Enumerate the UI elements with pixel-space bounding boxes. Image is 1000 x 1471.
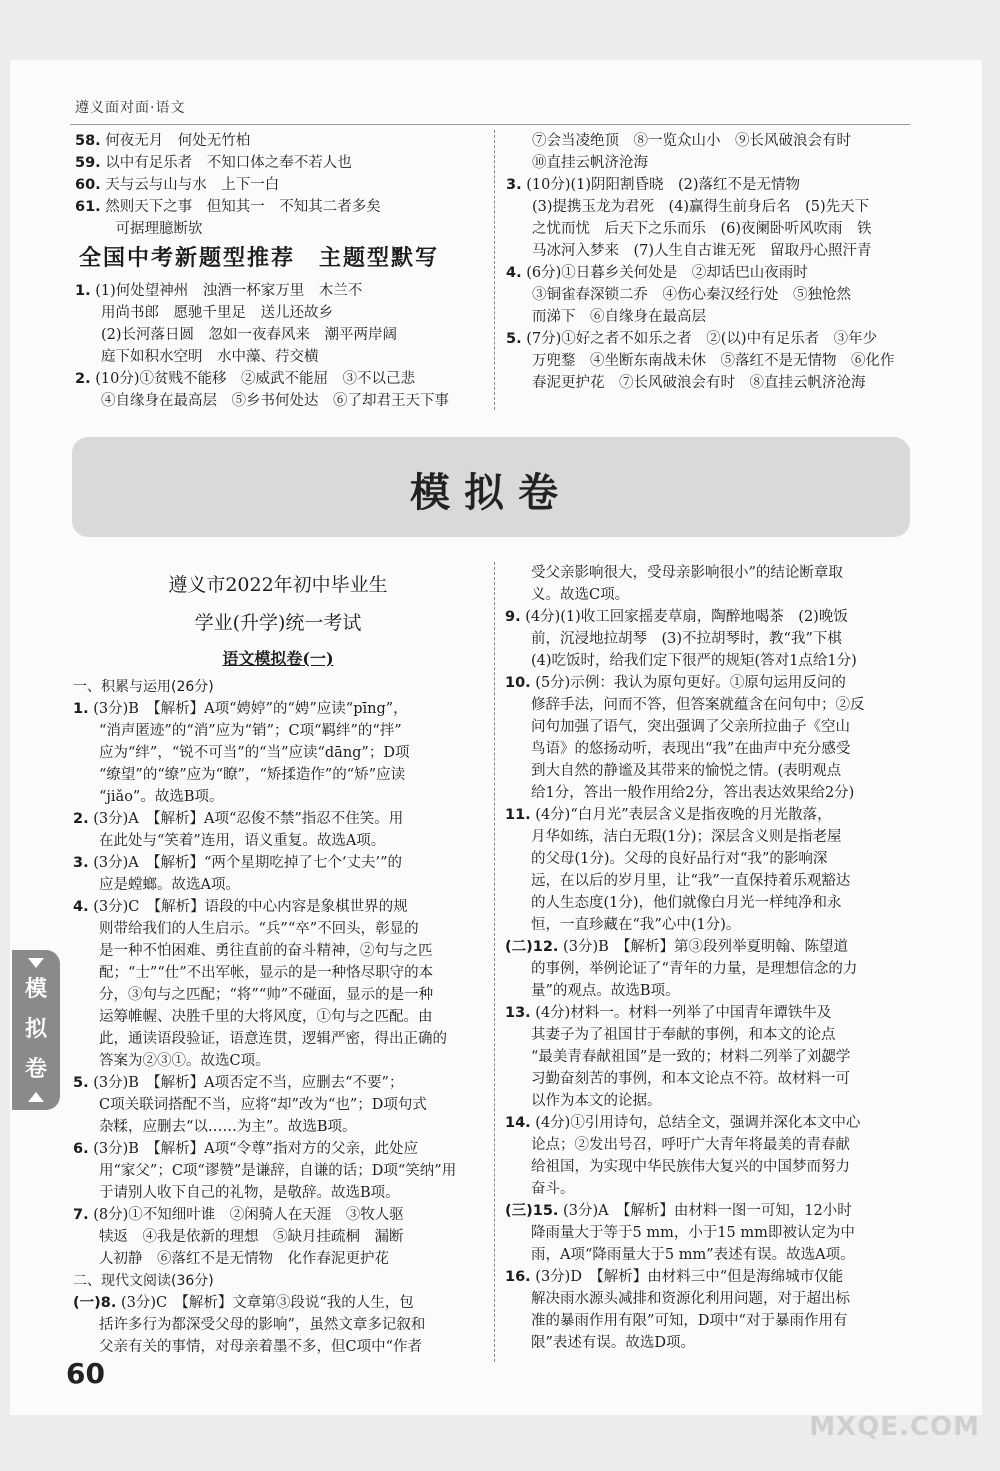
exam-title-line-1: 遵义市2022年初中毕业生 (168, 574, 388, 596)
line-text: (1)何处望神州 浊酒一杯家万里 木兰不 (90, 283, 363, 299)
line-text: 应是螳螂。故选A项。 (99, 877, 240, 893)
answer-line (505, 1002, 907, 1024)
answer-line (505, 1288, 907, 1310)
line-text: (3分)A 【解析】“两个星期吃掉了七个‘丈夫’”的 (88, 855, 403, 871)
answer-line (73, 808, 483, 830)
item-number: 3. (73, 855, 89, 871)
answer-line (506, 372, 906, 394)
answer-line (73, 1028, 483, 1050)
answer-line (73, 874, 483, 896)
line-text: (4分)①引用诗句，总结全文，强调并深化本文中心 (530, 1115, 861, 1131)
answer-line (505, 1222, 907, 1244)
line-text: 的人生态度(1分)，他们就像白月光一样纯净和永 (531, 895, 842, 911)
answers-1-7 (73, 698, 483, 1270)
answer-line (73, 1138, 483, 1160)
answer-line (73, 1094, 483, 1116)
line-text: 恒，一直珍藏在“我”心中(1分)。 (531, 917, 741, 933)
line-text: 马冰河入梦来 (7)人生自古谁无死 留取丹心照汗青 (532, 243, 872, 259)
side-tab-char: 卷 (24, 1057, 47, 1082)
answer-line (506, 130, 906, 152)
section-banner (72, 437, 910, 537)
line-text: ⑦会当凌绝顶 ⑧一览众山小 ⑨长风破浪会有时 (532, 133, 851, 149)
answer-line (73, 786, 483, 808)
answer-line (75, 152, 483, 174)
line-text: 括许多行为都深受父母的影响”，虽然文章多记叙和 (99, 1317, 426, 1333)
line-text: 论点；②发出号召，呼吁广大青年将最美的青春献 (531, 1137, 850, 1153)
answer-line (75, 368, 483, 390)
line-text: (4分)(1)收工回家摇麦草扇，陶醉地喝茶 (2)晚饭 (520, 609, 848, 625)
answer-line (505, 848, 907, 870)
item-number: (三)15. (505, 1203, 559, 1219)
answer-line (505, 606, 907, 628)
line-text: (3分)B 【解析】A项“娉婷”的“娉”应读“pīng”， (88, 701, 408, 717)
answer-line (505, 1200, 907, 1222)
side-tab-label (12, 950, 60, 1090)
line-text: (2)长河落日圆 忽如一夜春风来 潮平两岸阔 (101, 327, 398, 343)
answers-theme-dictation (75, 280, 483, 412)
answer-line (505, 716, 907, 738)
answer-line (506, 262, 906, 284)
line-text: 答案为②③①。故选C项。 (99, 1053, 270, 1069)
side-tab-char: 模 (24, 977, 47, 1002)
answer-line (505, 1024, 907, 1046)
line-text: 于请别人收下自己的礼物，是敬辞。故选B项。 (99, 1185, 400, 1201)
line-text: 限”表述有误。故选D项。 (531, 1335, 696, 1351)
item-number: 5. (506, 331, 522, 347)
line-text: 的父母(1分)。父母的良好品行对“我”的影响深 (531, 851, 828, 867)
line-text: 降雨量大于等于5 mm，小于15 mm即被认定为中 (531, 1225, 855, 1241)
line-text: 之忧而忧 后天下之乐而乐 (6)夜阑卧听风吹雨 铁 (532, 221, 872, 237)
line-text: (3分)C 【解析】文章第③段说“我的人生，包 (116, 1295, 414, 1311)
answer-line (73, 852, 483, 874)
header-rule (70, 124, 910, 125)
answer-line (75, 390, 483, 412)
line-text: (3分)C 【解析】语段的中心内容是象棋世界的规 (88, 899, 408, 915)
line-text: 运筹帷幄、决胜千里的大将风度，①句与之匹配。由 (99, 1009, 433, 1025)
answer-line (73, 1182, 483, 1204)
watermark-text: MXQE.COM (809, 1412, 980, 1442)
answer-line (73, 1226, 483, 1248)
line-text: 问句加强了语气，突出强调了父亲所拉曲子《空山 (531, 719, 850, 735)
answer-line (505, 980, 907, 1002)
answer-line (506, 328, 906, 350)
line-text: 用“家父”；C项“谬赞”是谦辞，自谦的话；D项“笑纳”用 (99, 1163, 457, 1179)
answer-line (75, 346, 483, 368)
line-text: 在此处与“笑着”连用，语义重复。故选A项。 (99, 833, 386, 849)
line-text: 则带给我们的人生启示。“兵”“卒”不回头，彰显的 (99, 921, 419, 937)
answer-line (73, 984, 483, 1006)
line-text: (3分)D 【解析】由材料三中“但是海绵城市仅能 (530, 1269, 844, 1285)
line-text: (8分)①不知细叶谁 ②闲骑人在天涯 ③牧人驱 (88, 1207, 404, 1223)
answer-line (73, 1072, 483, 1094)
item-number: 10. (505, 675, 531, 691)
line-text: 其妻子为了祖国甘于奉献的事例，和本文的论点 (531, 1027, 836, 1043)
answer-line (505, 584, 907, 606)
answer-8 (73, 1292, 483, 1358)
tab-arrow-icon (28, 1092, 44, 1102)
answer-line (506, 174, 906, 196)
line-text: (4分)“白月光”表层含义是指夜晚的月光散落， (530, 807, 832, 823)
bottom-left-column (73, 562, 483, 1358)
answer-line (505, 1156, 907, 1178)
line-text: 前，沉浸地拉胡琴 (3)不拉胡琴时，教“我”下棋 (531, 631, 842, 647)
item-number: 11. (505, 807, 531, 823)
tab-arrow-icon (28, 958, 44, 968)
answer-line (73, 698, 483, 720)
line-text: ④自缘身在最高层 ⑤乡书何处达 ⑥了却君王天下事 (101, 393, 449, 409)
answer-line (505, 672, 907, 694)
answer-line (75, 324, 483, 346)
answer-line (75, 280, 483, 302)
line-text: 人初静 ⑥落红不是无情物 化作春泥更护花 (99, 1251, 389, 1267)
line-text: 万兜鍪 ④坐断东南战未休 ⑤落红不是无情物 ⑥化作 (532, 353, 895, 369)
answer-line (505, 1134, 907, 1156)
answer-line (505, 782, 907, 804)
line-text: 到大自然的静谧及其带来的愉悦之情。(表明观点 (531, 763, 842, 779)
answer-line (73, 896, 483, 918)
line-text: 天与云与山与水 上下一白 (100, 177, 280, 193)
answer-line (505, 1178, 907, 1200)
top-left-column (75, 130, 483, 412)
paper-subtitle: 语文模拟卷(一) (222, 649, 334, 668)
line-text: 习勤奋刻苦的事例，和本文论点不符。故材料一可 (531, 1071, 850, 1087)
answer-line (505, 1112, 907, 1134)
section-accumulation: 一、积累与运用(26分) (73, 679, 214, 695)
item-number: 14. (505, 1115, 531, 1131)
exam-title-line-2: 学业(升学)统一考试 (194, 612, 362, 634)
line-text: (3分)A 【解析】A项“忍俊不禁”指忍不住笑。用 (88, 811, 404, 827)
line-text: ⑩直挂云帆济沧海 (532, 155, 648, 171)
item-number: 4. (506, 265, 522, 281)
item-number: 9. (505, 609, 521, 625)
answer-line (505, 562, 907, 584)
answer-line (75, 174, 483, 196)
line-text: 以作为本文的论据。 (531, 1093, 662, 1109)
answer-line (73, 1006, 483, 1028)
answer-line (73, 1314, 483, 1336)
line-text: 是一种不怕困难、勇往直前的奋斗精神，②句与之匹 (99, 943, 433, 959)
answer-line (505, 1090, 907, 1112)
answer-line (73, 1336, 483, 1358)
answer-line (505, 694, 907, 716)
page-number: 60 (66, 1357, 105, 1390)
item-number: 1. (73, 701, 89, 717)
answer-line (73, 1050, 483, 1072)
line-text: 给祖国，为实现中华民族伟大复兴的中国梦而努力 (531, 1159, 850, 1175)
item-number: 13. (505, 1005, 531, 1021)
answer-line (506, 196, 906, 218)
answer-line (505, 958, 907, 980)
line-text: “jiǎo”。故选B项。 (99, 789, 224, 805)
answer-line (505, 826, 907, 848)
answer-line (505, 760, 907, 782)
answer-line (506, 284, 906, 306)
line-text: 给1分，答出一般作用给2分，答出表达效果给2分) (531, 785, 855, 801)
answer-line (75, 302, 483, 324)
line-text: 鸟语》的悠扬动听，表现出“我”在曲声中充分感受 (531, 741, 851, 757)
answer-line (73, 940, 483, 962)
line-text: (3分)A 【解析】由材料一图一可知，12小时 (558, 1203, 852, 1219)
answer-line (73, 830, 483, 852)
answer-line (505, 870, 907, 892)
line-text: (10分)①贫贱不能移 ②威武不能屈 ③不以己悲 (90, 371, 415, 387)
answer-line (505, 914, 907, 936)
line-text: (4)吃饭时，给我们定下很严的规矩(答对1点给1分) (531, 653, 857, 669)
answer-line (506, 306, 906, 328)
line-text: (7分)①好之者不如乐之者 ②(以)中有足乐者 ③年少 (521, 331, 878, 347)
answer-line (505, 1244, 907, 1266)
answer-line (505, 650, 907, 672)
answer-line (505, 1068, 907, 1090)
line-text: 解决雨水源头减排和资源化利用问题，对于超出标 (531, 1291, 850, 1307)
answer-line (73, 1292, 483, 1314)
answer-line (505, 892, 907, 914)
section-modern-reading: 二、现代文阅读(36分) (73, 1273, 214, 1289)
item-number: 58. (75, 133, 101, 149)
item-number: (二)12. (505, 939, 559, 955)
answer-line (73, 742, 483, 764)
answer-line (75, 218, 483, 240)
column-divider-bottom (494, 562, 495, 1362)
answer-line (506, 240, 906, 262)
line-text: “消声匿迹”的“消”应为“销”；C项“羁绊”的“拌” (99, 723, 402, 739)
line-text: 春泥更护花 ⑦长风破浪会有时 ⑧直挂云帆济沧海 (532, 375, 866, 391)
answer-line (73, 962, 483, 984)
item-number: 59. (75, 155, 101, 171)
bottom-right-column (505, 562, 907, 1354)
answer-line (505, 628, 907, 650)
item-number: 2. (73, 811, 89, 827)
line-text: ③铜雀春深锁二乔 ④伤心秦汉经行处 ⑤独怆然 (532, 287, 851, 303)
line-text: 受父亲影响很大，受母亲影响很小”的结论断章取 (531, 565, 843, 581)
line-text: C项关联词搭配不当，应将“却”改为“也”；D项句式 (99, 1097, 427, 1113)
answer-line (505, 1046, 907, 1068)
answer-line (73, 1204, 483, 1226)
line-text: 何夜无月 何处无竹柏 (100, 133, 251, 149)
line-text: “最美青春献祖国”是一致的；材料二列举了刘勰学 (531, 1049, 851, 1065)
line-text: 父亲有关的事情，对母亲着墨不多，但C项中“作者 (99, 1339, 423, 1355)
item-number: 2. (75, 371, 91, 387)
answer-line (506, 152, 906, 174)
line-text: (5分)示例：我认为原句更好。①原句运用反问的 (530, 675, 846, 691)
line-text: 庭下如积水空明 水中藻、荇交横 (101, 349, 319, 365)
page-header: 遵义面对面·语文 (75, 100, 186, 116)
line-text: 然则天下之事 但知其一 不知其二者多矣 (100, 199, 381, 215)
line-text: 奋斗。 (531, 1181, 575, 1197)
item-number: 4. (73, 899, 89, 915)
answer-line (73, 1248, 483, 1270)
answer-line (75, 196, 483, 218)
line-text: 修辞手法，问而不答，但答案就蕴含在问句中；②反 (531, 697, 865, 713)
answer-line (505, 804, 907, 826)
line-text: (3分)B 【解析】A项否定不当，应删去“不要”； (88, 1075, 404, 1091)
line-text: 而涕下 ⑥自缘身在最高层 (532, 309, 706, 325)
item-number: 61. (75, 199, 101, 215)
item-number: 60. (75, 177, 101, 193)
line-text: 用尚书郎 愿驰千里足 送儿还故乡 (101, 305, 333, 321)
line-text: 准的暴雨作用有限”可知，D项中“对于暴雨作用有 (531, 1313, 848, 1329)
item-number: 3. (506, 177, 522, 193)
item-number: 16. (505, 1269, 531, 1285)
answer-line (73, 764, 483, 786)
line-text: 以中有足乐者 不知口体之奉不若人也 (100, 155, 352, 171)
side-tab-char: 拟 (24, 1017, 47, 1042)
line-text: 分，③句与之匹配；“将”“帅”不碰面，显示的是一种 (99, 987, 434, 1003)
line-text: (10分)(1)阴阳割昏晓 (2)落红不是无情物 (521, 177, 801, 193)
line-text: 月华如练，洁白无瑕(1分)；深层含义则是指老屋 (531, 829, 842, 845)
answer-line (73, 1116, 483, 1138)
item-number: (一)8. (73, 1295, 117, 1311)
line-text: 量”的观点。故选B项。 (531, 983, 680, 999)
line-text: 杂糅，应删去“以……为主”。故选B项。 (99, 1119, 357, 1135)
line-text: 义。故选C项。 (531, 587, 630, 603)
section-heading-new-types: 全国中考新题型推荐 主题型默写 (79, 246, 440, 271)
side-tab (12, 950, 60, 1110)
line-text: 应为“绊”，“锐不可当”的“当”应读“dāng”；D项 (99, 745, 410, 761)
item-number: 5. (73, 1075, 89, 1091)
item-number: 6. (73, 1141, 89, 1157)
line-text: (3分)B 【解析】A项“令尊”指对方的父亲，此处应 (88, 1141, 418, 1157)
line-text: (3分)B 【解析】第③段列举夏明翰、陈望道 (558, 939, 849, 955)
item-number: 1. (75, 283, 91, 299)
answer-line (73, 1160, 483, 1182)
line-text: 犊返 ④我是依新的理想 ⑤缺月挂疏桐 漏断 (99, 1229, 404, 1245)
answer-line (505, 936, 907, 958)
line-text: 此，通读语段验证，语意连贯，逻辑严密，得出正确的 (99, 1031, 447, 1047)
line-text: (3)提携玉龙为君死 (4)赢得生前身后名 (5)先天下 (532, 199, 870, 215)
answer-line (506, 350, 906, 372)
column-divider-top (494, 130, 495, 410)
answer-line (506, 218, 906, 240)
answer-line (505, 1332, 907, 1354)
answer-line (73, 720, 483, 742)
answer-line (505, 1266, 907, 1288)
line-text: “缭望”的“缭”应为“瞭”，“矫揉造作”的“矫”应读 (99, 767, 406, 783)
line-text: (4分)材料一。材料一列举了中国青年谭铁牛及 (530, 1005, 832, 1021)
line-text: (6分)①日暮乡关何处是 ②却话巴山夜雨时 (521, 265, 808, 281)
answer-line (73, 918, 483, 940)
line-text: 可据理臆断欤 (101, 221, 203, 237)
answer-line (75, 130, 483, 152)
top-right-column (506, 130, 906, 394)
answers-58-61 (75, 130, 483, 240)
line-text: 远，在以后的岁月里，让“我”一直保持着乐观豁达 (531, 873, 851, 889)
banner-title: 模拟卷 (410, 470, 572, 516)
line-text: 配；“士”“仕”不出军帐，显示的是一种恪尽职守的本 (99, 965, 434, 981)
item-number: 7. (73, 1207, 89, 1223)
answer-line (505, 1310, 907, 1332)
answer-line (505, 738, 907, 760)
line-text: 雨，A项“降雨量大于5 mm”表述有误。故选A项。 (531, 1247, 855, 1263)
line-text: 的事例，举例论证了“青年的力量，是理想信念的力 (531, 961, 858, 977)
